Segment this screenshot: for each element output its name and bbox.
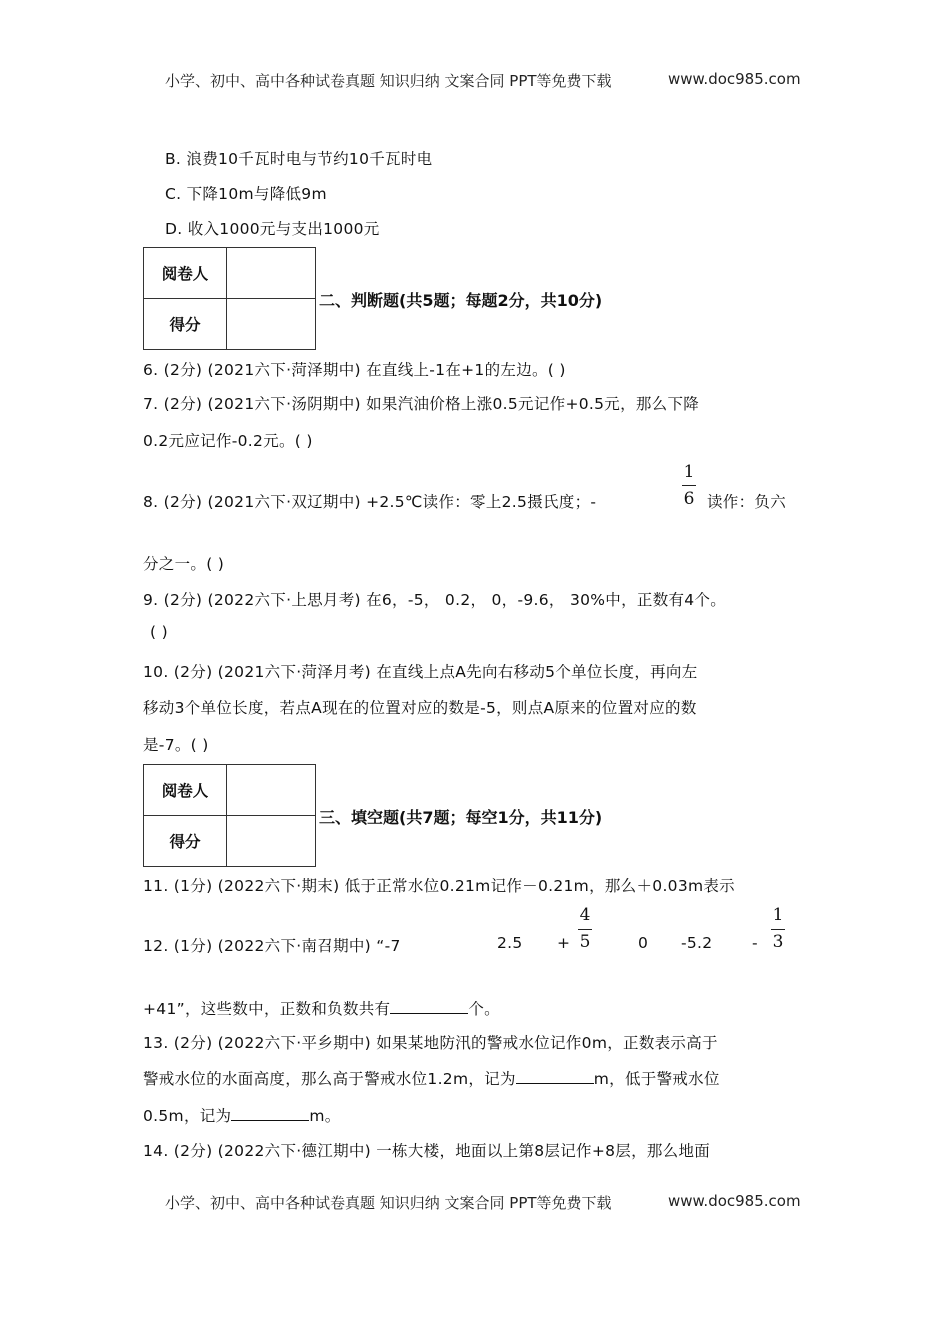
question-8-line-1b: 读作：负六 [707, 493, 787, 511]
score-label: 得分 [144, 299, 227, 350]
question-12-line-2b: 个。 [468, 1000, 500, 1018]
reviewer-label: 阅卷人 [144, 765, 227, 816]
footer-promo-text: 小学、初中、高中各种试卷真题 知识归纳 文案合同 PPT等免费下载 [165, 1194, 612, 1212]
score-blank-cell [227, 299, 316, 350]
question-12-sign: - [752, 934, 758, 952]
question-12-line-2 [143, 997, 500, 1019]
question-9-line-1: 9. (2分) (2022六下·上思月考) 在6，-5， 0.2， 0，-9.6， 30%中，正数有4个。 [143, 591, 727, 609]
fraction-numerator: 1 [772, 905, 784, 925]
question-7-line-2: 0.2元应记作-0.2元。( ) [143, 432, 313, 450]
option-d: D. 收入1000元与支出1000元 [165, 220, 380, 238]
question-10-line-3: 是-7。( ) [143, 736, 209, 754]
answer-blank[interactable] [231, 1106, 309, 1121]
question-14: 14. (2分) (2022六下·德江期中) 一栋大楼，地面以上第8层记作+8层，那么地面 [143, 1142, 711, 1160]
header-promo-text: 小学、初中、高中各种试卷真题 知识归纳 文案合同 PPT等免费下载 [165, 72, 612, 90]
score-label: 得分 [144, 816, 227, 867]
section-2-title: 二、判断题(共5题；每题2分，共10分) [319, 291, 603, 310]
question-12-line-2a: +41”，这些数中，正数和负数共有 [143, 1000, 391, 1018]
question-12-number: 0 [638, 934, 649, 952]
question-8-line-1a: 8. (2分) (2021六下·双辽期中) +2.5℃读作：零上2.5摄氏度；- [143, 493, 597, 511]
question-12-number: -5.2 [681, 934, 713, 952]
score-blank-cell [227, 816, 316, 867]
footer-website-link[interactable]: www.doc985.com [668, 1192, 801, 1210]
option-c: C. 下降10m与降低9m [165, 185, 327, 203]
question-13-line-2a: 警戒水位的水面高度，那么高于警戒水位1.2m，记为 [143, 1070, 516, 1088]
question-11: 11. (1分) (2022六下·期末) 低于正常水位0.21m记作－0.21m，那么＋0.03m表示 [143, 877, 735, 895]
question-13-line-2 [143, 1067, 720, 1089]
question-13-line-3a: 0.5m，记为 [143, 1107, 232, 1125]
question-12-sign: + [557, 934, 571, 952]
fraction-denominator: 5 [579, 932, 591, 952]
section-3-title: 三、填空题(共7题；每空1分，共11分) [319, 808, 603, 827]
question-10-line-2: 移动3个单位长度，若点A现在的位置对应的数是-5，则点A原来的位置对应的数 [143, 699, 697, 717]
question-13-line-3b: m。 [309, 1107, 341, 1125]
reviewer-blank-cell [227, 248, 316, 299]
answer-blank[interactable] [516, 1069, 594, 1084]
answer-blank[interactable] [390, 999, 468, 1014]
score-table-2 [143, 764, 316, 867]
fraction-numerator: 1 [683, 462, 695, 482]
question-6: 6. (2分) (2021六下·菏泽期中) 在直线上-1在+1的左边。( ) [143, 361, 566, 379]
fraction-denominator: 3 [772, 932, 784, 952]
question-13-line-3 [143, 1104, 341, 1126]
fraction-numerator: 4 [579, 905, 591, 925]
question-12-prefix: 12. (1分) (2022六下·南召期中) “-7 [143, 937, 401, 955]
reviewer-label: 阅卷人 [144, 248, 227, 299]
score-table-1 [143, 247, 316, 350]
fraction-bar [682, 485, 696, 486]
fraction-bar [578, 929, 592, 930]
question-13-line-1: 13. (2分) (2022六下·平乡期中) 如果某地防汛的警戒水位记作0m，正数表示高于 [143, 1034, 718, 1052]
header-website-link[interactable]: www.doc985.com [668, 70, 801, 88]
question-10-line-1: 10. (2分) (2021六下·菏泽月考) 在直线上点A先向右移动5个单位长度，再向左 [143, 663, 698, 681]
question-9-line-2: ( ) [150, 623, 168, 641]
question-7-line-1: 7. (2分) (2021六下·汤阴期中) 如果汽油价格上涨0.5元记作+0.5元，那么下降 [143, 395, 700, 413]
fraction-denominator: 6 [683, 489, 695, 509]
question-13-line-2b: m，低于警戒水位 [593, 1070, 720, 1088]
question-12-number: 2.5 [497, 934, 523, 952]
fraction-bar [771, 929, 785, 930]
reviewer-blank-cell [227, 765, 316, 816]
option-b: B. 浪费10千瓦时电与节约10千瓦时电 [165, 150, 433, 168]
question-8-line-2: 分之一。( ) [143, 555, 225, 573]
